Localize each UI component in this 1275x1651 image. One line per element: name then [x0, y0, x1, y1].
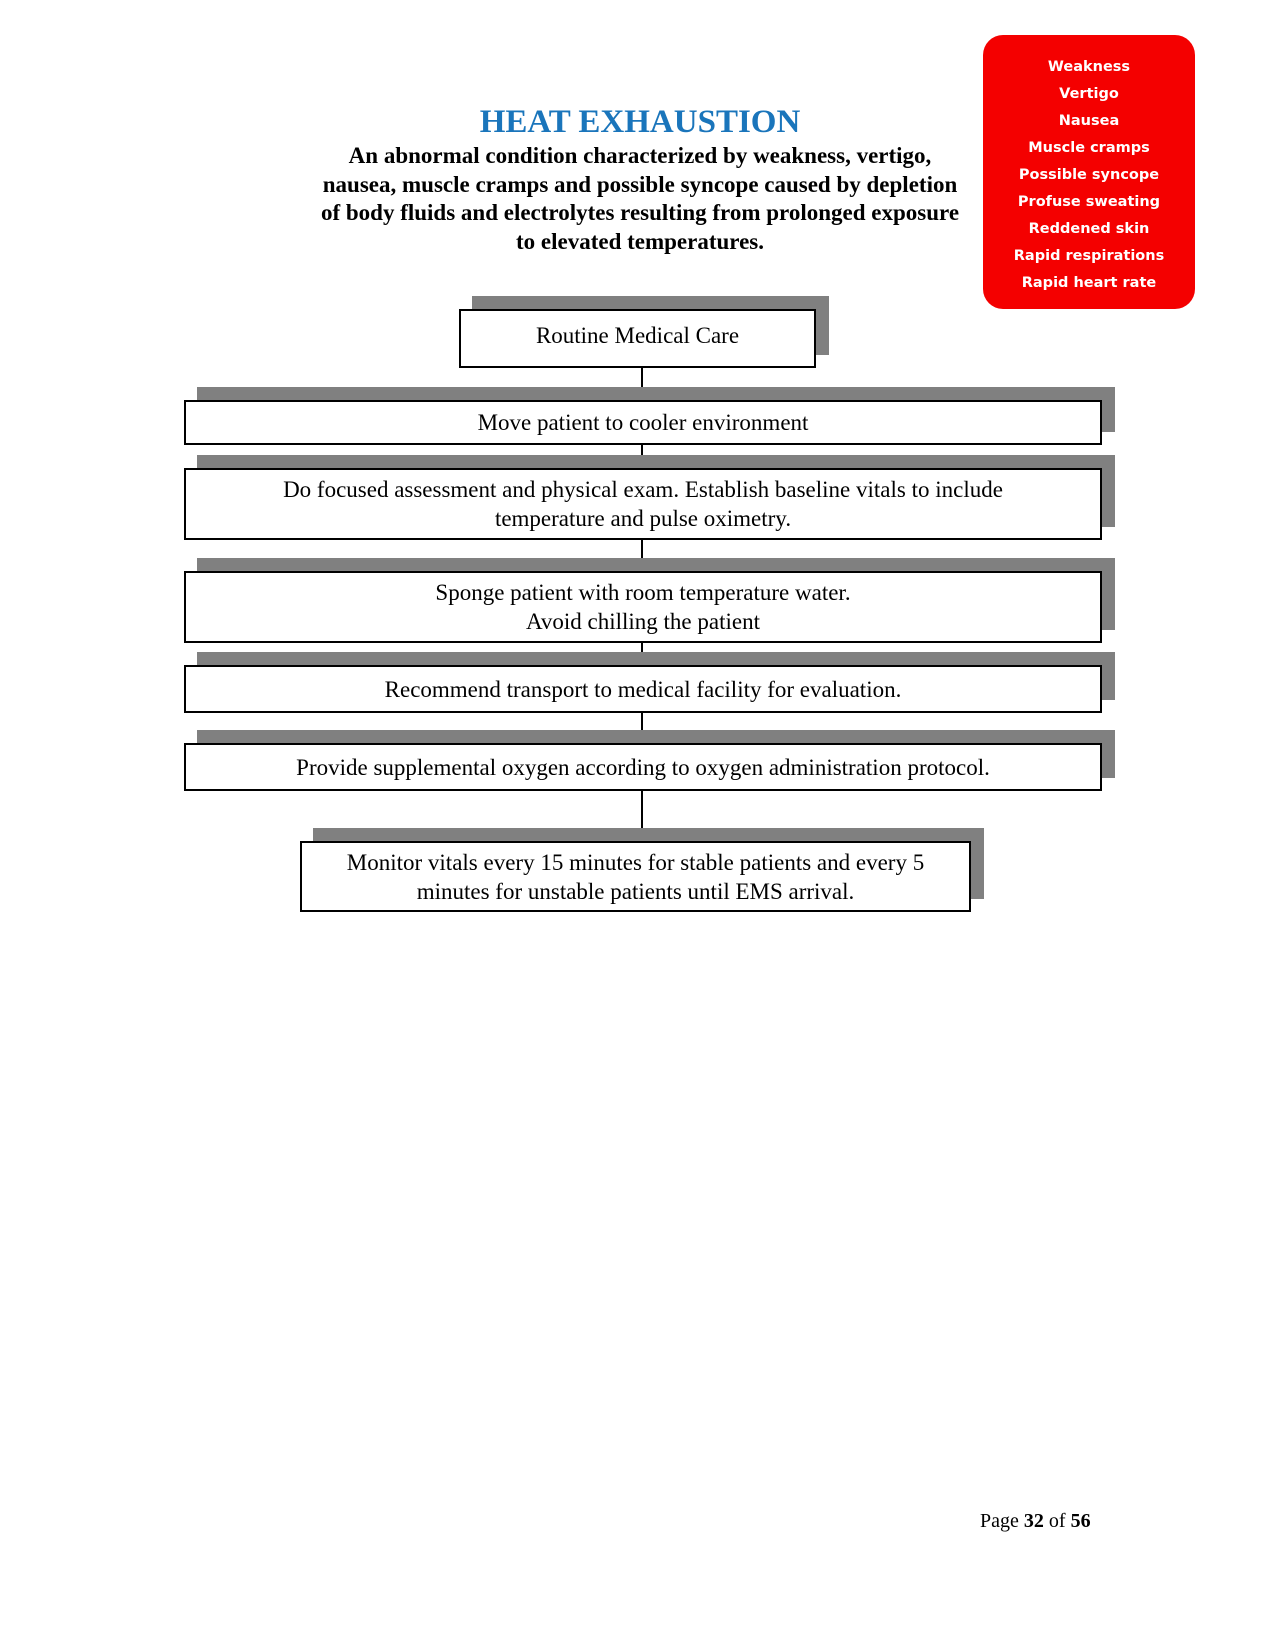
step-transport: [184, 665, 1102, 713]
step-monitor-vitals: [300, 841, 971, 912]
of-label: of: [1048, 1510, 1066, 1532]
step-oxygen: [184, 743, 1102, 791]
current-page: 32: [1023, 1510, 1044, 1532]
symptom: Rapid heart rate: [1021, 275, 1157, 291]
page-title: HEAT EXHAUSTION: [479, 104, 801, 140]
total-pages: 56: [1070, 1510, 1091, 1532]
step-text: Provide supplemental oxygen according to oxygen administration protocol.: [296, 754, 990, 780]
step-move-patient: [184, 400, 1102, 445]
symptom: Reddened skin: [1028, 221, 1150, 237]
symptom: Vertigo: [1059, 86, 1119, 102]
condition-description: An abnormal condition characterized by weakness, vertigo, nausea, muscle cramps and possible syncope caused by depletion of body fluids and electrolytes resulting from prolonged exposure to elevated temperatures.: [320, 143, 960, 254]
step-text: Sponge patient with room temperature water. Avoid chilling the patient: [435, 580, 851, 634]
symptom: Profuse sweating: [1017, 194, 1161, 210]
symptom: Muscle cramps: [1028, 140, 1150, 156]
step-routine-care: [459, 309, 816, 368]
step-assessment: [184, 468, 1102, 540]
symptom: Weakness: [1047, 59, 1131, 75]
step-text: Routine Medical Care: [535, 323, 740, 348]
step-text: Move patient to cooler environment: [477, 410, 809, 435]
symptoms-box: [983, 35, 1195, 309]
step-text: Do focused assessment and physical exam. Establish baseline vitals to include temperature and pulse oximetry.: [283, 477, 1003, 531]
page-number: [980, 1510, 1091, 1533]
symptom: Rapid respirations: [1013, 248, 1165, 264]
symptom: Possible syncope: [1018, 167, 1160, 183]
step-text: Monitor vitals every 15 minutes for stable patients and every 5 minutes for unstable patients until EMS arrival.: [346, 849, 925, 904]
page-label: Page: [980, 1510, 1019, 1532]
symptom: Nausea: [1058, 113, 1120, 129]
step-text: Recommend transport to medical facility for evaluation.: [384, 676, 902, 702]
step-sponge: [184, 571, 1102, 643]
